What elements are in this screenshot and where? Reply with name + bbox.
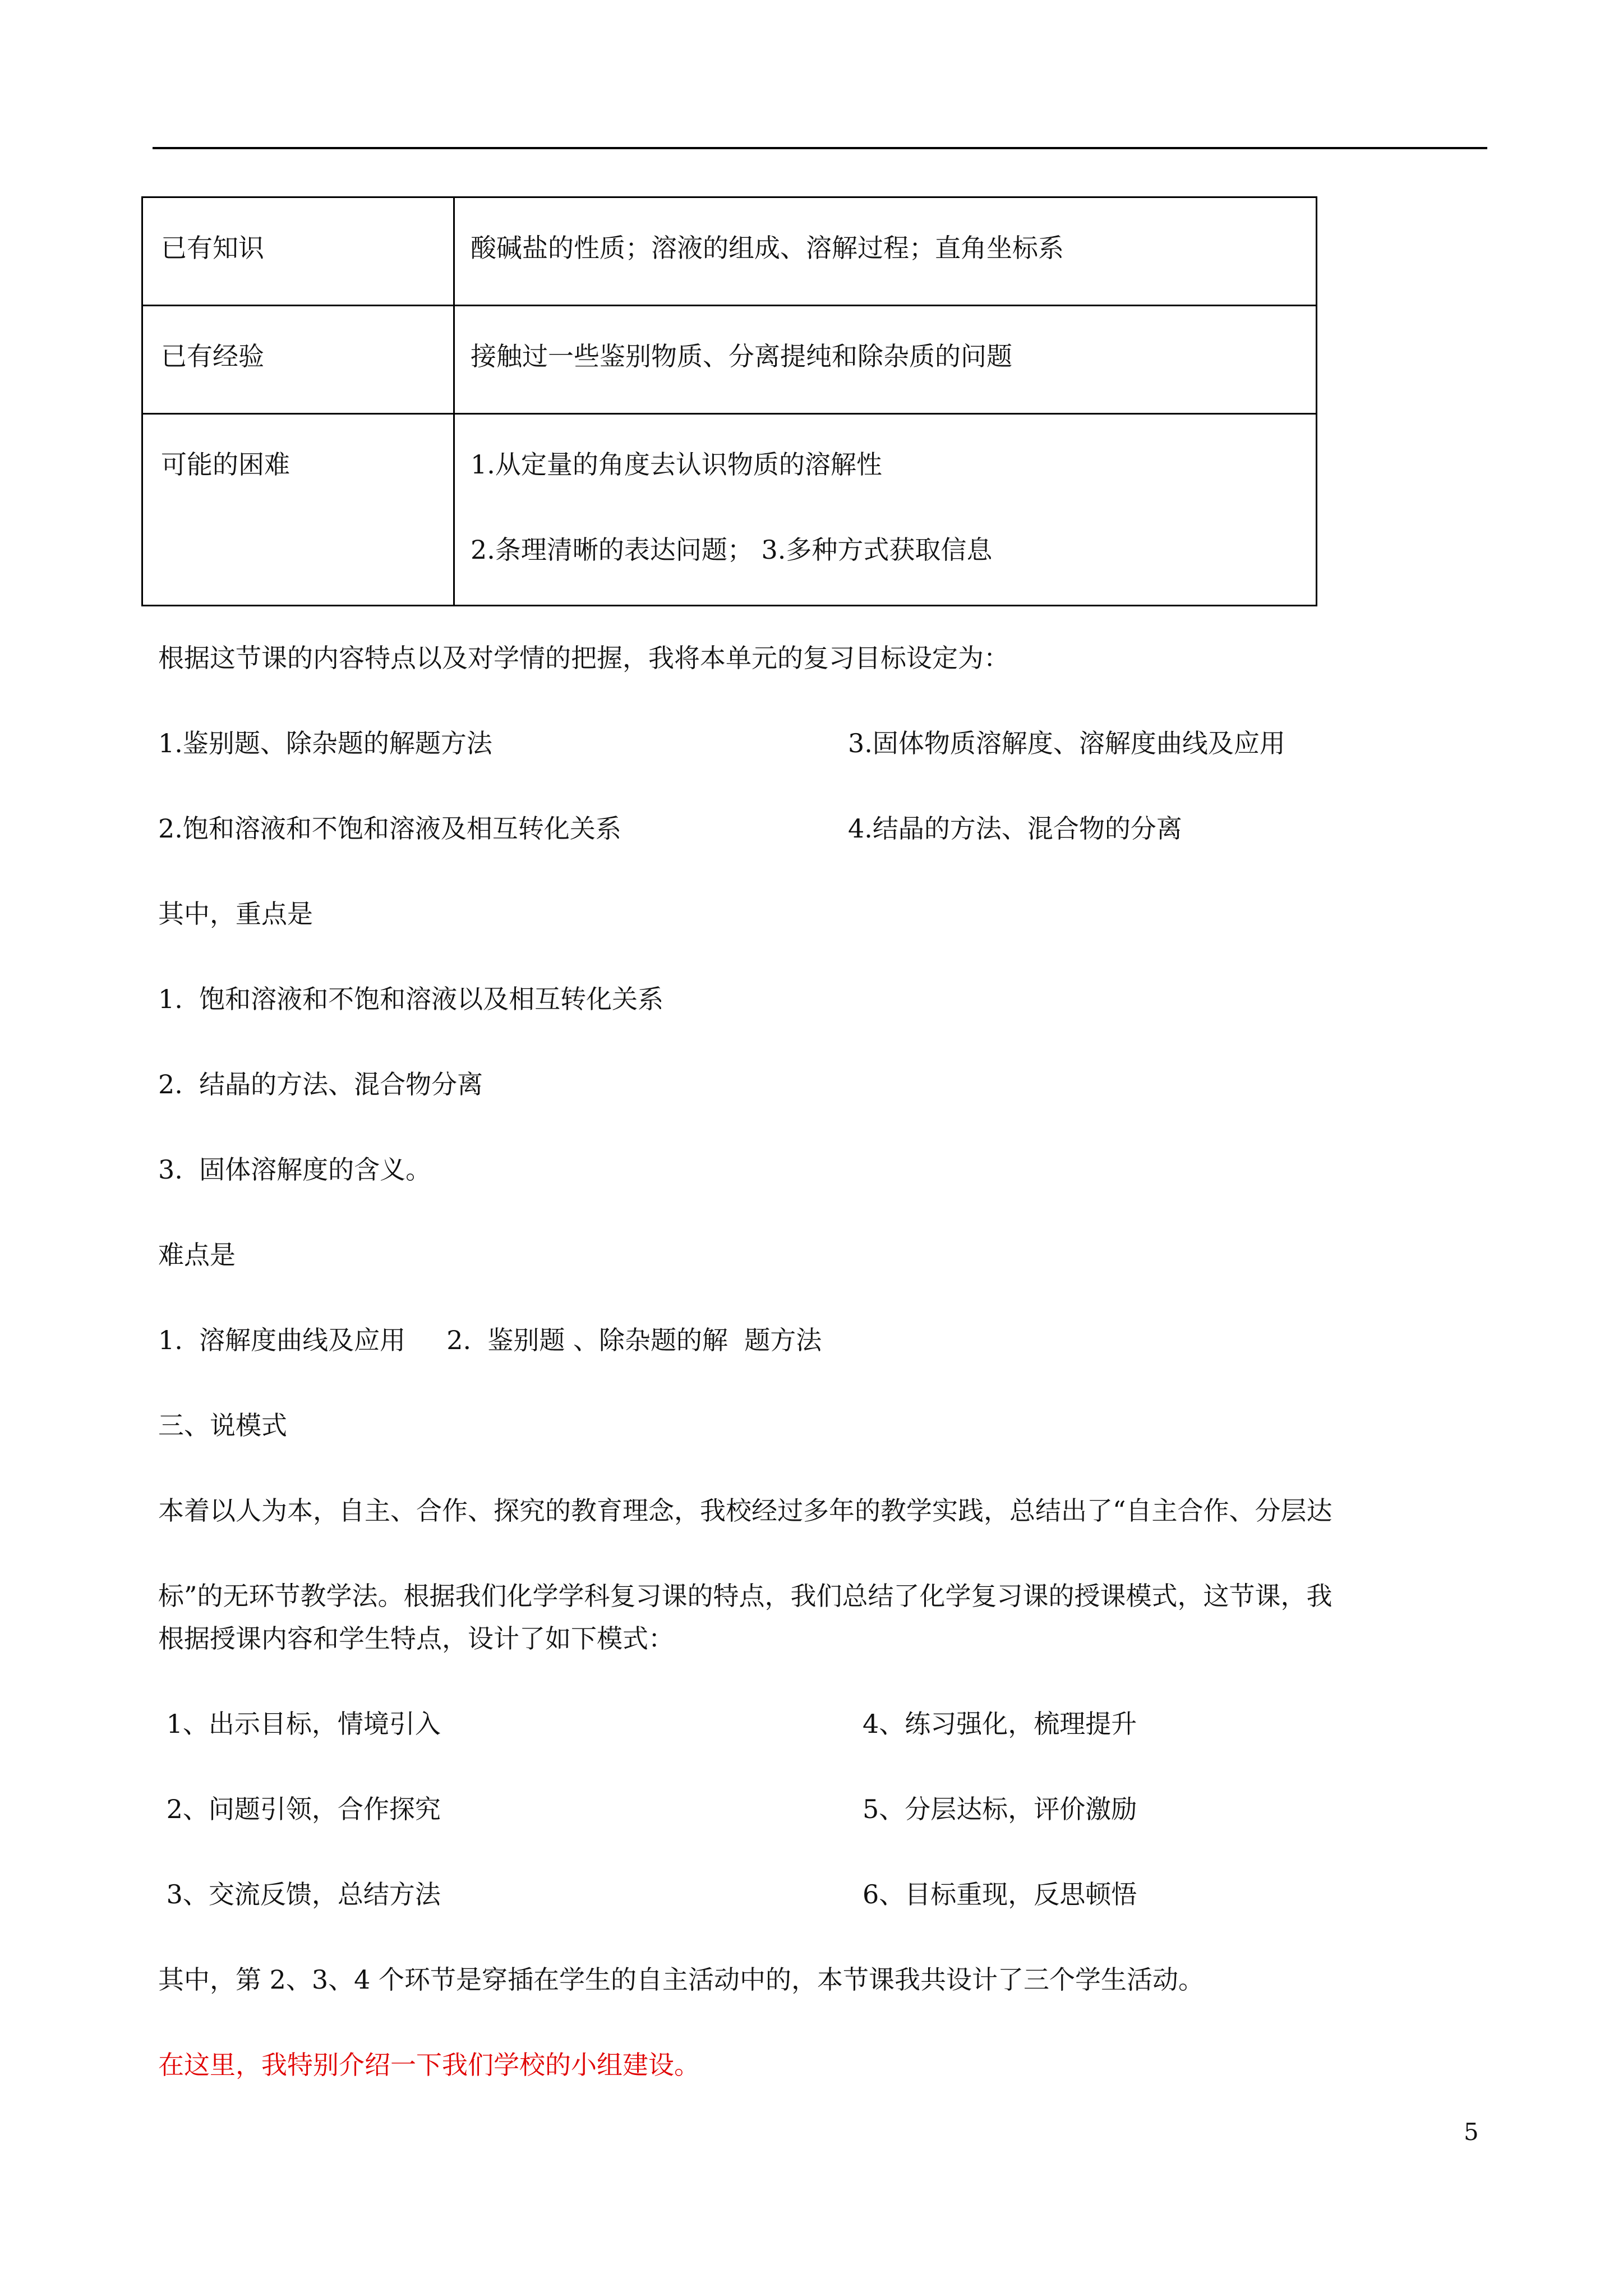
value-line: 1.从定量的角度去认识物质的溶解性 bbox=[471, 449, 882, 480]
intro-text: 根据这节课的内容特点以及对学情的把握，我将本单元的复习目标设定为： bbox=[158, 643, 1009, 673]
value-line: 2.条理清晰的表达问题； 3.多种方式获取信息 bbox=[471, 535, 993, 565]
paragraph-line: 根据授课内容和学生特点，设计了如下模式： bbox=[158, 1623, 674, 1654]
mode-step-3: 3、交流反馈，总结方法 bbox=[158, 1879, 441, 1910]
row-value bbox=[454, 414, 1317, 606]
highlight-text: 在这里，我特别介绍一下我们学校的小组建设。 bbox=[158, 2050, 700, 2080]
row-label: 可能的困难 bbox=[142, 414, 454, 606]
page-number: 5 bbox=[1464, 2118, 1479, 2146]
section-title: 三、说模式 bbox=[158, 1410, 287, 1441]
difficulties-heading: 难点是 bbox=[158, 1240, 236, 1270]
goal-3: 3.固体物质溶解度、溶解度曲线及应用 bbox=[848, 728, 1285, 758]
key-point-item: 3. 固体溶解度的含义。 bbox=[158, 1154, 432, 1185]
mode-step-5: 5、分层达标，评价激励 bbox=[863, 1794, 1137, 1824]
mode-step-2: 2、问题引领，合作探究 bbox=[158, 1794, 441, 1824]
row-value bbox=[454, 197, 1317, 306]
value-line: 接触过一些鉴别物质、分离提纯和除杂质的问题 bbox=[471, 341, 1012, 371]
difficulties-line: 1. 溶解度曲线及应用 2. 鉴别题 、除杂题的解 题方法 bbox=[158, 1325, 822, 1355]
goal-4: 4.结晶的方法、混合物的分离 bbox=[848, 813, 1182, 844]
key-point-item: 1. 饱和溶液和不饱和溶液以及相互转化关系 bbox=[158, 984, 664, 1014]
key-points-heading: 其中，重点是 bbox=[158, 899, 313, 929]
paragraph-line: 本着以人为本，自主、合作、探究的教育理念，我校经过多年的教学实践，总结出了“自主合作、分层达 bbox=[158, 1496, 1332, 1526]
mode-step-6: 6、目标重现，反思顿悟 bbox=[863, 1879, 1137, 1910]
row-label: 已有知识 bbox=[142, 197, 454, 306]
mode-step-1: 1、出示目标，情境引入 bbox=[158, 1709, 441, 1739]
value-line: 酸碱盐的性质；溶液的组成、溶解过程；直角坐标系 bbox=[471, 233, 1064, 263]
row-value bbox=[454, 306, 1317, 414]
table-row bbox=[142, 197, 1317, 306]
paragraph-line: 标”的无环节教学法。根据我们化学学科复习课的特点，我们总结了化学复习课的授课模式，这节课，我 bbox=[158, 1581, 1332, 1611]
row-label: 已有经验 bbox=[142, 306, 454, 414]
summary-text: 其中，第 2、3、4 个环节是穿插在学生的自主活动中的，本节课我共设计了三个学生活动。 bbox=[158, 1964, 1205, 1995]
goal-2: 2.饱和溶液和不饱和溶液及相互转化关系 bbox=[158, 813, 621, 844]
table-row bbox=[142, 414, 1317, 606]
key-point-item: 2. 结晶的方法、混合物分离 bbox=[158, 1069, 483, 1099]
mode-step-4: 4、练习强化，梳理提升 bbox=[863, 1709, 1137, 1739]
learner-analysis-table bbox=[141, 196, 1317, 606]
goal-1: 1.鉴别题、除杂题的解题方法 bbox=[158, 728, 492, 758]
header-rule bbox=[153, 147, 1487, 149]
table-row bbox=[142, 306, 1317, 414]
